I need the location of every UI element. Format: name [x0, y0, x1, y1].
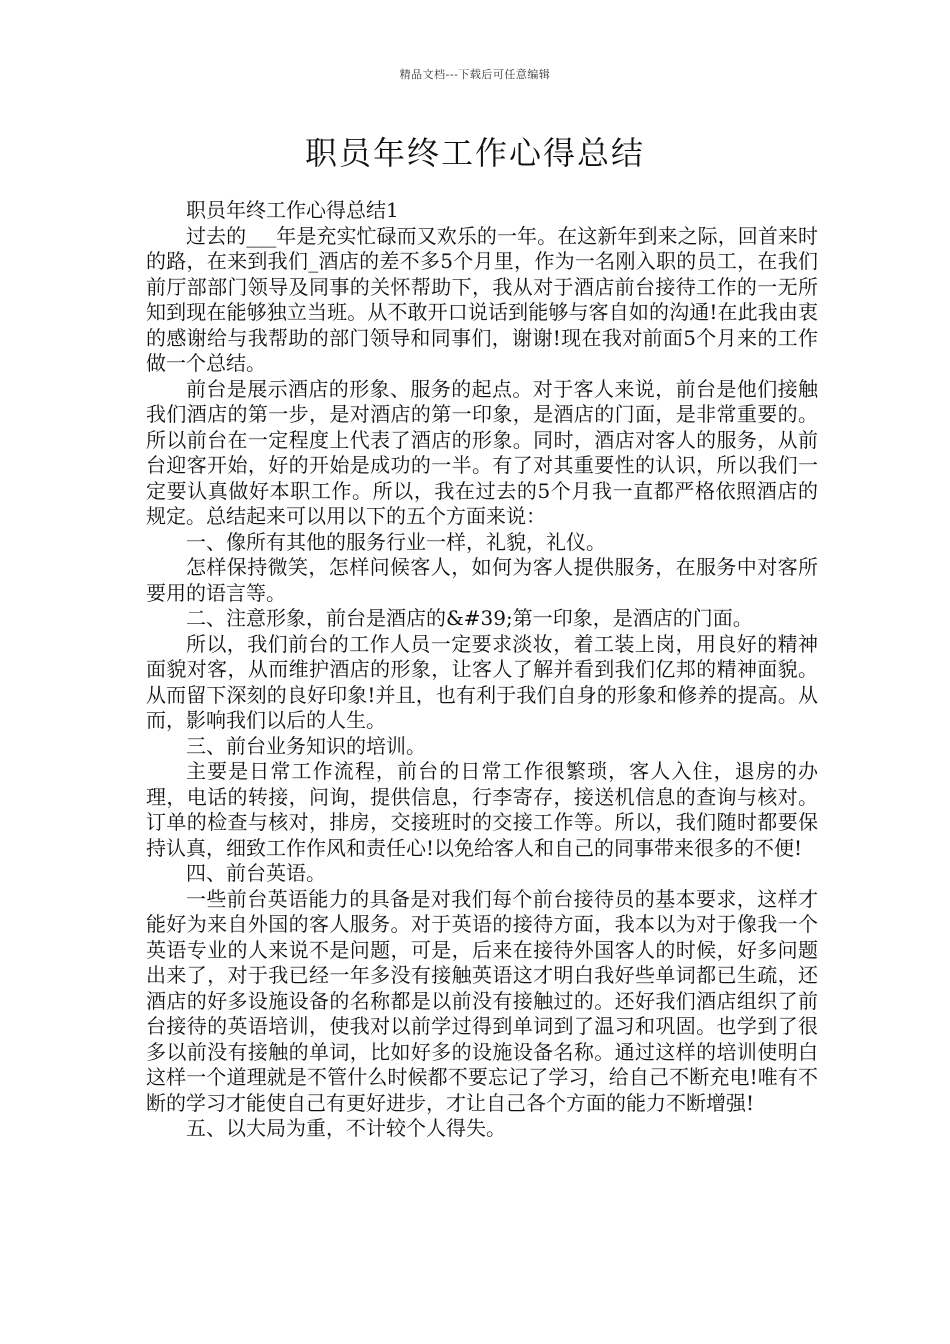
paragraph: 前台是展示酒店的形象、服务的起点。对于客人来说，前台是他们接触我们酒店的第一步，是对酒店的第一印象，是酒店的门面，是非常重要的。所以前台在一定程度上代表了酒店的形象。同时，酒店对客人的服务，从前台迎客开始，好的开始是成功的一半。有了对其重要性的认识，所以我们一定要认真做好本职工作。所以，我在过去的5个月我一直都严格依照酒店的规定。总结起来可以用以下的五个方面来说：: [146, 376, 818, 528]
document-title: 职员年终工作心得总结: [304, 134, 645, 172]
paragraph: 所以，我们前台的工作人员一定要求淡妆，着工装上岗，用良好的精神面貌对客，从而维护酒店的形象，让客人了解并看到我们亿邦的精神面貌。从而留下深刻的良好印象!并且，也有利于我们自身的形象和修养的提高。从而，影响我们以后的人生。: [146, 631, 818, 732]
section-heading-1: 一、像所有其他的服务行业一样，礼貌，礼仪。: [186, 529, 606, 554]
document-body: [146, 198, 818, 1142]
paragraph: 过去的___年是充实忙碌而又欢乐的一年。在这新年到来之际，回首来时的路，在来到我们_酒店的差不多5个月里，作为一名刚入职的员工，在我们前厅部部门领导及同事的关怀帮助下，我从对于酒店前台接待工作的一无所知到现在能够独立当班。从不敢开口说话到能够与客自如的沟通!在此我由衷的感谢给与我帮助的部门领导和同事们，谢谢!现在我对前面5个月来的工作做一个总结。: [146, 223, 818, 375]
section-heading-5: 五、以大局为重，不计较个人得失。: [186, 1116, 506, 1140]
paragraph: 主要是日常工作流程，前台的日常工作很繁琐，客人入住，退房的办理，电话的转接，问询，提供信息，行李寄存，接送机信息的查询与核对。订单的检查与核对，排房，交接班时的交接工作等。所以，我们随时都要保持认真，细致工作作风和责任心!以免给客人和自己的同事带来很多的不便!: [146, 759, 818, 860]
paragraph: 怎样保持微笑，怎样问候客人，如何为客人提供服务，在服务中对客所要用的语言等。: [146, 555, 818, 605]
paragraph: 一些前台英语能力的具备是对我们每个前台接待员的基本要求，这样才能好为来自外国的客人服务。对于英语的接待方面，我本以为对于像我一个英语专业的人来说不是问题，可是，后来在接待外国客人的时候，好多问题出来了，对于我已经一年多没有接触英语这才明白我好些单词都已生疏，还酒店的好多设施设备的名称都是以前没有接触过的。还好我们酒店组织了前台接待的英语培训，使我对以前学过得到单词到了温习和巩固。也学到了很多以前没有接触的单词，比如好多的设施设备名称。通过这样的培训使明白这样一个道理就是不管什么时候都不要忘记了学习，给自己不断充电!唯有不断的学习才能使自己有更好进步，才让自己各个方面的能力不断增强!: [146, 886, 818, 1115]
section-heading-4: 四、前台英语。: [186, 861, 326, 885]
paragraph-subtitle: 职员年终工作心得总结1: [186, 198, 399, 222]
section-heading-2: 二、注意形象，前台是酒店的&#39;第一印象，是酒店的门面。: [186, 606, 753, 630]
header-note: 精品文档---下载后可任意编辑: [399, 68, 551, 81]
section-heading-3: 三、前台业务知识的培训。: [186, 733, 426, 758]
